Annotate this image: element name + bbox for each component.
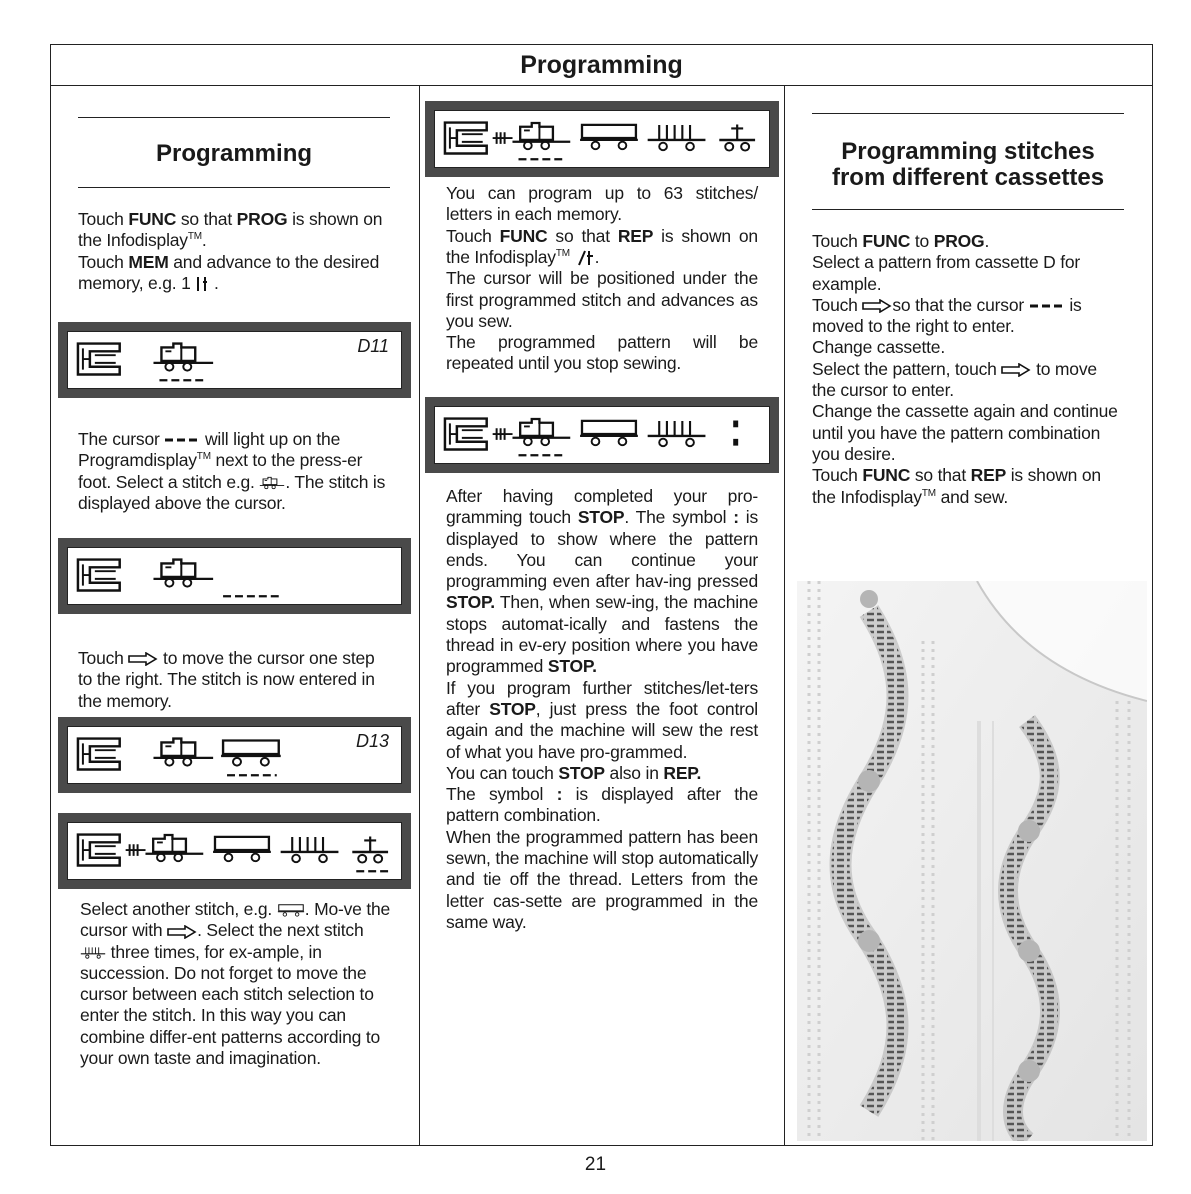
section-title-cassettes: Programming stitches from different cassettes bbox=[831, 138, 1105, 191]
instruction-text: Touch FUNC to PROG. Select a pattern from cassette D for example. Touch so that the cursor is moved to the right to enter. Change cassette. Select the pattern, touch to move the cursor to enter. Change the cassette again and continue until you have the pattern combination you desire. Touch FUNC so that REP is shown on the Infodisplay™ and sew. bbox=[812, 231, 1118, 507]
page-number: 21 bbox=[584, 1154, 607, 1175]
program-display bbox=[58, 538, 411, 614]
arrow-right-icon bbox=[128, 652, 158, 666]
wagon-icon bbox=[277, 902, 305, 918]
page-frame bbox=[50, 44, 1153, 1146]
program-display bbox=[58, 322, 411, 398]
instruction-text: After having completed your pro-gramming touch STOP. The symbol : is displayed to show where the pattern ends. You can continue your programming even after hav-ing pressed STOP. Then, when sew-ing, the machine stops automat-ically and fastens the thread in ev-ery position where you have programmed STOP. If you program further stitches/let-ters after STOP, just press the foot control again and the machine will sew the rest of what you have pro-grammed. You can touch STOP also in REP. The symbol : is displayed after the pattern combination. When the programmed pattern has been sewn, the machine will stop automatically and tie off the thread. Letters from the letter cas-sette are programmed in the same way. bbox=[446, 486, 759, 932]
program-display bbox=[425, 397, 779, 473]
divider bbox=[78, 117, 390, 118]
program-display bbox=[58, 717, 411, 793]
instruction-text: The cursor will light up on the Programdisplay™ next to the press-er foot. Select a stitch e.g. . The stitch is displayed above the cursor. bbox=[78, 429, 386, 513]
section-title-programming: Programming bbox=[155, 140, 313, 167]
memory-icon bbox=[195, 274, 209, 294]
column-left bbox=[51, 85, 419, 1145]
embroidery-photo bbox=[797, 581, 1147, 1141]
cursor-icon bbox=[164, 435, 200, 445]
instruction-text: Touch FUNC so that PROG is shown on the Infodisplay™. Touch MEM and advance to the desired memory, e.g. 1 . bbox=[78, 209, 383, 293]
program-display bbox=[425, 101, 779, 177]
column-right bbox=[785, 85, 1153, 1145]
cursor-icon bbox=[1029, 301, 1065, 311]
instruction-text: Select another stitch, e.g. . Mo-ve the cursor with . Select the next stitch three times, for ex-ample, in succession. Do not forget to move the cursor between each stitch selection to enter the stitch. In this way you can combine differ-ent patterns according to your own taste and imagination. bbox=[80, 899, 391, 1069]
locomotive-icon bbox=[259, 475, 285, 491]
arrow-right-icon bbox=[862, 299, 892, 313]
instruction-text: Touch to move the cursor one step to the right. The stitch is now entered in the memory. bbox=[78, 648, 375, 711]
program-display bbox=[58, 813, 411, 889]
flatcar-icon bbox=[80, 945, 106, 961]
divider bbox=[812, 113, 1124, 114]
arrow-right-icon bbox=[1001, 363, 1031, 377]
column-middle bbox=[420, 85, 784, 1145]
page-title: Programming bbox=[51, 45, 1152, 86]
divider bbox=[78, 187, 390, 188]
divider bbox=[812, 209, 1124, 210]
instruction-text: You can program up to 63 stitches/ letters in each memory. Touch FUNC so that REP is shown on the Infodisplay™ . The cursor will be positioned under the first programmed stitch and advances as you sew. The programmed pattern will be repeated until you stop sewing. bbox=[446, 183, 758, 374]
display-code: D13 bbox=[355, 731, 389, 751]
arrow-right-icon bbox=[167, 925, 197, 939]
display-code: D11 bbox=[357, 336, 389, 356]
memory-icon bbox=[575, 248, 595, 268]
